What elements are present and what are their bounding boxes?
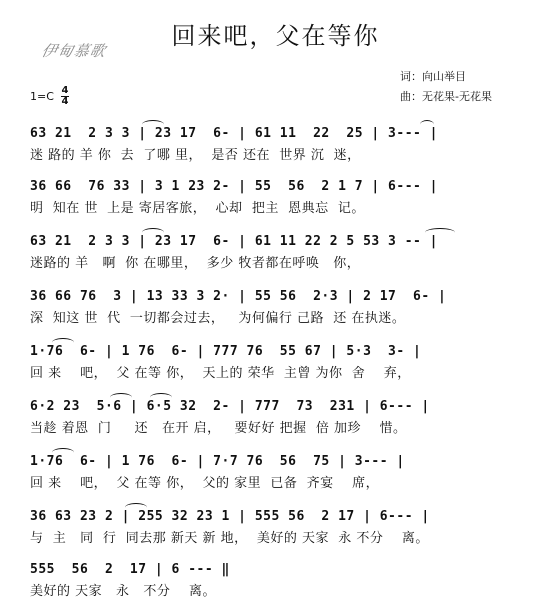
score-line-5 <box>30 330 530 380</box>
lyrics-line-1: 迷 路的 羊 你 去 了哪 里， 是否 还在 世界 沉 迷， <box>30 148 361 163</box>
notation-line-1: 63 21 2 3 3 | 23 17 6- | 61 11 22 25 | 3--- | <box>30 126 439 141</box>
lyrics-line-5: 回 来 吧， 父 在等 你， 天上的 荣华 主曾 为你 舍 弃， <box>30 366 411 381</box>
score-line-8 <box>30 495 530 545</box>
score-line-1 <box>30 112 530 162</box>
key-signature: 1=C <box>30 90 54 103</box>
lyrics-line-6: 当趁 着恩 门 还 在开 启， 要好好 把握 倍 加珍 惜。 <box>30 421 407 436</box>
lyrics-line-3: 迷路的 羊 啊 你 在哪里， 多少 牧者都在呼唤 你， <box>30 256 361 271</box>
notation-line-8: 36 63 23 2 | 255 32 23 1 | 555 56 2 17 | 6--- | <box>30 509 430 524</box>
song-title: 回来吧，父在等你 <box>171 22 380 50</box>
time-signature-top: 4 <box>61 85 69 96</box>
notation-line-3: 63 21 2 3 3 | 23 17 6- | 61 11 22 2 5 53 3 -- | <box>30 234 439 249</box>
score-line-9 <box>30 548 530 598</box>
lyricist-credit: 词：向山举目 <box>400 70 466 83</box>
lyrics-line-4: 深 知这 世 代 一切都会过去， 为何偏行 己路 还 在执迷。 <box>30 311 406 326</box>
notation-line-2: 36 66 76 33 | 3 1 23 2- | 55 56 2 1 7 | 6--- | <box>30 179 439 194</box>
score-line-7 <box>30 440 530 490</box>
notation-line-9: 555 56 2 17 | 6 --- ‖ <box>30 562 230 577</box>
lyrics-line-7: 回 来 吧， 父 在等 你， 父的 家里 已备 齐宴 席， <box>30 476 380 491</box>
notation-line-4: 36 66 76 3 | 13 33 3 2· | 55 56 2·3 | 2 17 6- | <box>30 289 447 304</box>
notation-line-7: 1·76 6- | 1 76 6- | 7·7 76 56 75 | 3--- | <box>30 454 405 469</box>
lyrics-line-2: 明 知在 世 上是 寄居客旅， 心却 把主 恩典忘 记。 <box>30 201 365 216</box>
lyrics-line-8: 与 主 同 行 同去那 新天 新 地， 美好的 天家 永 不分 离。 <box>30 531 429 546</box>
notation-line-5: 1·76 6- | 1 76 6- | 777 76 55 67 | 5·3 3- | <box>30 344 422 359</box>
lyrics-line-9: 美好的 天家 永 不分 离。 <box>30 584 216 599</box>
time-signature <box>61 86 69 107</box>
notation-line-6: 6·2 23 5·6 | 6·5 32 2- | 777 73 231 | 6--- | <box>30 399 430 414</box>
score-line-4 <box>30 275 530 325</box>
score-line-2 <box>30 165 530 215</box>
time-signature-bottom: 4 <box>61 96 69 107</box>
score-line-6 <box>30 385 530 435</box>
logo-watermark: 伊甸慕歌 <box>39 42 108 60</box>
composer-credit: 曲：无花果-无花果 <box>400 90 492 103</box>
score-line-3 <box>30 220 530 270</box>
